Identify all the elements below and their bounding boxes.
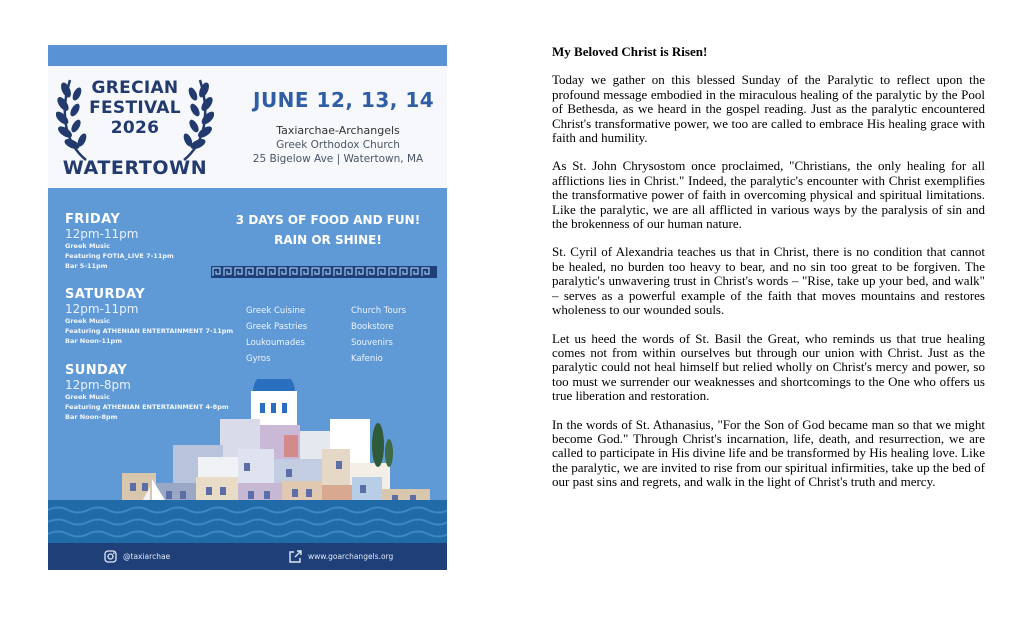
day-detail: Featuring FOTIA_LIVE 7-11pm (65, 252, 174, 260)
instagram-icon (104, 550, 117, 563)
attractions-list-right (351, 303, 406, 367)
festival-flyer (48, 45, 447, 570)
attractions-list-left (246, 303, 307, 367)
attraction-item: Church Tours (351, 306, 407, 316)
promo-line: RAIN OR SHINE! (274, 233, 382, 247)
day-detail: Greek Music (65, 393, 110, 401)
day-hours: 12pm-11pm (65, 227, 139, 241)
flyer-footer (48, 543, 447, 570)
day-detail: Greek Music (65, 242, 110, 250)
day-detail: Bar Noon-8pm (65, 413, 118, 421)
external-link-icon (288, 550, 302, 563)
letter-paragraph: In the words of St. Athanasius, "For the Son of God became man so that we might become God." Through Christ's incarnation, life, death, and resurrection, we are called to participate in His divine life and be transformed by His healing love. Like the paralytic, we are invited to rise from our spiritual infirmities, take up the bed of our past sins and regrets, and walk in the light of Christ's truth and mercy. (552, 416, 985, 490)
attraction-item: Kafenio (351, 354, 383, 364)
letter-paragraph: St. Cyril of Alexandria teaches us that in Christ, there is no condition that cannot be healed, no burden too heavy to bear, and no sin too great to be forgiven. The paralytic's unwavering trust in Christ's words – "Rise, take up your bed, and walk" – serves as a powerful example of the faith that moves mountains and restores wholeness to our wounded souls. (552, 244, 985, 318)
festival-title-line: GRECIAN (91, 78, 179, 98)
flyer-header (48, 66, 447, 188)
day-hours: 12pm-11pm (65, 302, 139, 316)
festival-venue (248, 124, 428, 166)
day-saturday (65, 287, 233, 346)
festival-title-line: 2026 (110, 118, 160, 138)
meander-border (211, 266, 437, 278)
day-detail: Featuring ATHENIAN ENTERTAINMENT 4-8pm (65, 403, 229, 411)
day-friday (65, 212, 174, 271)
festival-city: WATERTOWN (62, 157, 208, 179)
festival-title (72, 78, 198, 138)
attraction-item: Souvenirs (351, 338, 393, 348)
sea-waves (48, 500, 447, 543)
festival-title-line: FESTIVAL (89, 98, 181, 118)
letter-paragraph: As St. John Chrysostom once proclaimed, "Christians, the only healing for all afflictions lies in Christ." Indeed, the paralytic's encounter with Christ exemplifies the transformative power of faith in overcoming physical and spiritual limitations. Like the paralytic, we are all afflicted in various ways by the paralysis of sin and the brokenness of our human nature. (552, 158, 985, 232)
promo-line: 3 DAYS OF FOOD AND FUN! (235, 213, 421, 227)
venue-line: Greek Orthodox Church (276, 139, 400, 151)
attraction-item: Gyros (246, 354, 271, 364)
venue-line: Taxiarchae-Archangels (276, 124, 400, 137)
attraction-item: Loukoumades (246, 338, 305, 348)
festival-dates: JUNE 12, 13, 14 (253, 88, 435, 112)
day-detail: Bar Noon-11pm (65, 337, 122, 345)
day-hours: 12pm-8pm (65, 378, 131, 392)
instagram-handle[interactable] (104, 550, 170, 563)
flyer-top-band (48, 45, 447, 66)
instagram-text: @taxiarchae (123, 552, 171, 561)
day-detail: Featuring ATHENIAN ENTERTAINMENT 7-11pm (65, 327, 234, 335)
attraction-item: Greek Pastries (246, 322, 308, 332)
day-detail: Bar 5-11pm (65, 262, 108, 270)
flyer-schedule-panel (48, 188, 447, 543)
festival-promo (218, 210, 438, 250)
day-name: SUNDAY (65, 363, 128, 378)
day-detail: Greek Music (65, 317, 110, 325)
website-link[interactable] (288, 550, 393, 563)
website-text: www.goarchangels.org (308, 552, 394, 561)
attraction-item: Bookstore (351, 322, 394, 332)
day-name: FRIDAY (65, 212, 121, 227)
letter-heading: My Beloved Christ is Risen! (552, 44, 708, 59)
pastoral-letter (552, 45, 985, 504)
venue-line: 25 Bigelow Ave | Watertown, MA (252, 153, 424, 165)
attraction-item: Greek Cuisine (246, 306, 306, 316)
letter-paragraph: Today we gather on this blessed Sunday of the Paralytic to reflect upon the profound message embodied in the miraculous healing of the paralytic by the Pool of Bethesda, as we heard in the gospel reading. Just as the paralytic encountered Christ's transformative power, we too are called to embrace His healing grace with faith and humility. (552, 72, 985, 146)
letter-paragraph: Let us heed the words of St. Basil the Great, who reminds us that true healing comes not from within ourselves but through our union with Christ. Just as the paralytic could not heal himself but relied wholly on Christ's mercy and power, so too must we surrender our weaknesses and shortcomings to the One who offers us true liberation and restoration. (552, 330, 985, 404)
day-name: SATURDAY (65, 287, 146, 302)
